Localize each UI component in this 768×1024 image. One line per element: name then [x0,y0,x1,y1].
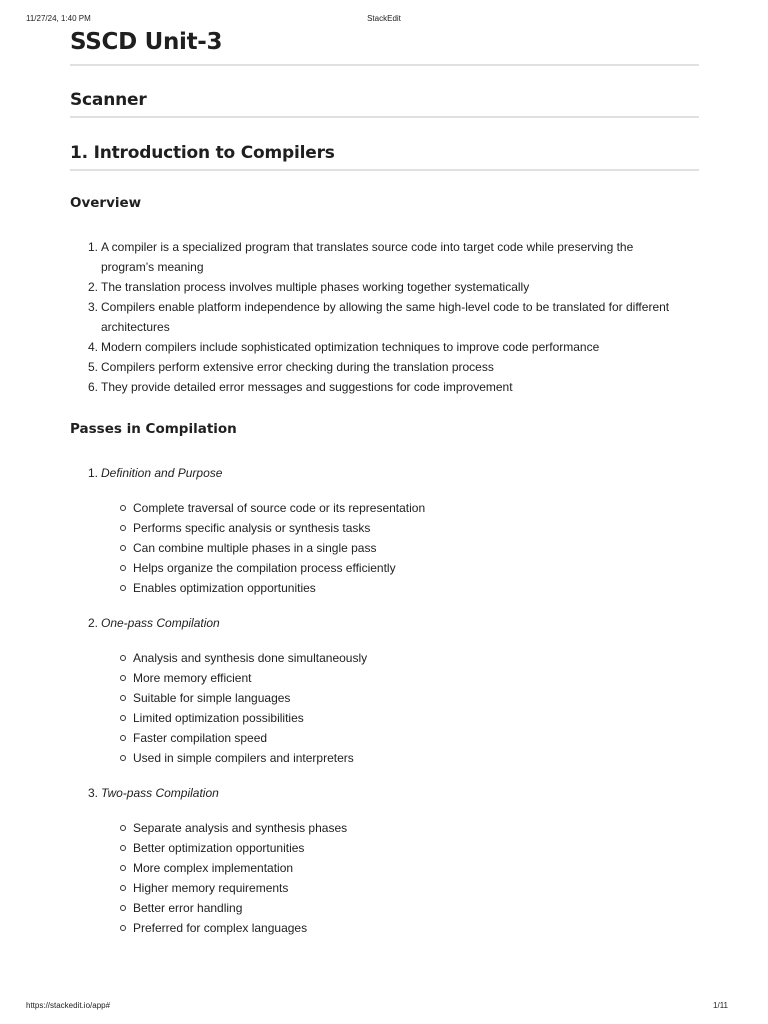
bullet-item [101,518,699,538]
pass-item [70,613,699,768]
bullet-icon [120,825,126,831]
bullet-item [101,748,699,768]
list-number: 4. [87,340,98,354]
bullet-list [101,498,699,598]
pass-item [70,783,699,938]
bullet-icon [120,925,126,931]
list-text: They provide detailed error messages and suggestions for code improvement [101,380,513,394]
list-number: 1. [87,240,98,254]
bullet-item [101,838,699,858]
pass-title: Two-pass Compilation [101,786,219,800]
bullet-list [101,818,699,938]
passes-list [70,463,699,938]
list-item [70,337,699,357]
list-number: 2. [87,616,98,630]
bullet-item [101,538,699,558]
bullet-icon [120,505,126,511]
bullet-text: Complete traversal of source code or its representation [133,501,426,515]
list-item [70,357,699,377]
bullet-item [101,878,699,898]
bullet-icon [120,865,126,871]
bullet-item [101,858,699,878]
list-text-continued: program’s meaning [101,260,204,274]
bullet-list [101,648,699,768]
bullet-icon [120,885,126,891]
list-text: Compilers enable platform independence by allowing the same high-level code to be translated for different [101,300,670,314]
passes-heading: Passes in Compilation [70,421,237,437]
bullet-text: Analysis and synthesis done simultaneously [133,651,368,665]
bullet-icon [120,675,126,681]
print-app-name: StackEdit [367,14,401,23]
print-url: https://stackedit.io/app# [26,1001,111,1010]
bullet-icon [120,525,126,531]
bullet-item [101,668,699,688]
list-number: 2. [87,280,98,294]
bullet-text: Limited optimization possibilities [133,711,304,725]
pass-item [70,463,699,598]
bullet-icon [120,755,126,761]
bullet-item [101,918,699,938]
bullet-text: More memory efficient [133,671,252,685]
list-number: 3. [87,786,98,800]
bullet-text: Enables optimization opportunities [133,581,316,595]
bullet-text: More complex implementation [133,861,294,875]
bullet-icon [120,715,126,721]
overview-list [70,237,699,397]
list-text: Compilers perform extensive error checking during the translation process [101,360,494,374]
bullet-icon [120,655,126,661]
pass-title: One-pass Compilation [101,616,220,630]
bullet-item [101,688,699,708]
bullet-text: Used in simple compilers and interpreters [133,751,354,765]
bullet-text: Preferred for complex languages [133,921,308,935]
page-title: SSCD Unit-3 [70,29,699,66]
bullet-text: Can combine multiple phases in a single pass [133,541,377,555]
bullet-text: Performs specific analysis or synthesis tasks [133,521,371,535]
section-heading-intro: 1. Introduction to Compilers [70,143,699,171]
bullet-icon [120,585,126,591]
list-number: 5. [87,360,98,374]
bullet-icon [120,695,126,701]
list-text: The translation process involves multiple phases working together systematically [101,280,530,294]
bullet-item [101,898,699,918]
list-item [70,297,699,337]
bullet-item [101,578,699,598]
bullet-icon [120,735,126,741]
list-item [70,377,699,397]
bullet-text: Faster compilation speed [133,731,268,745]
bullet-text: Separate analysis and synthesis phases [133,821,348,835]
bullet-item [101,558,699,578]
overview-heading: Overview [70,195,142,211]
bullet-text: Better error handling [133,901,243,915]
bullet-text: Better optimization opportunities [133,841,305,855]
document-content [70,26,699,938]
section-heading-scanner: Scanner [70,90,699,118]
bullet-item [101,708,699,728]
bullet-icon [120,845,126,851]
print-datetime: 11/27/24, 1:40 PM [26,14,91,23]
bullet-icon [120,905,126,911]
list-number: 6. [87,380,98,394]
pass-title: Definition and Purpose [101,466,223,480]
bullet-item [101,818,699,838]
bullet-text: Higher memory requirements [133,881,289,895]
list-item [70,277,699,297]
bullet-item [101,648,699,668]
list-item [70,237,699,277]
list-text: A compiler is a specialized program that translates source code into target code while preserving the [101,240,634,254]
bullet-item [101,728,699,748]
list-text: Modern compilers include sophisticated optimization techniques to improve code performance [101,340,600,354]
page-number: 1/11 [713,1001,728,1010]
list-number: 1. [87,466,98,480]
bullet-text: Helps organize the compilation process efficiently [133,561,396,575]
list-text-continued: architectures [101,320,170,334]
list-number: 3. [87,300,98,314]
bullet-icon [120,565,126,571]
bullet-icon [120,545,126,551]
bullet-item [101,498,699,518]
bullet-text: Suitable for simple languages [133,691,291,705]
